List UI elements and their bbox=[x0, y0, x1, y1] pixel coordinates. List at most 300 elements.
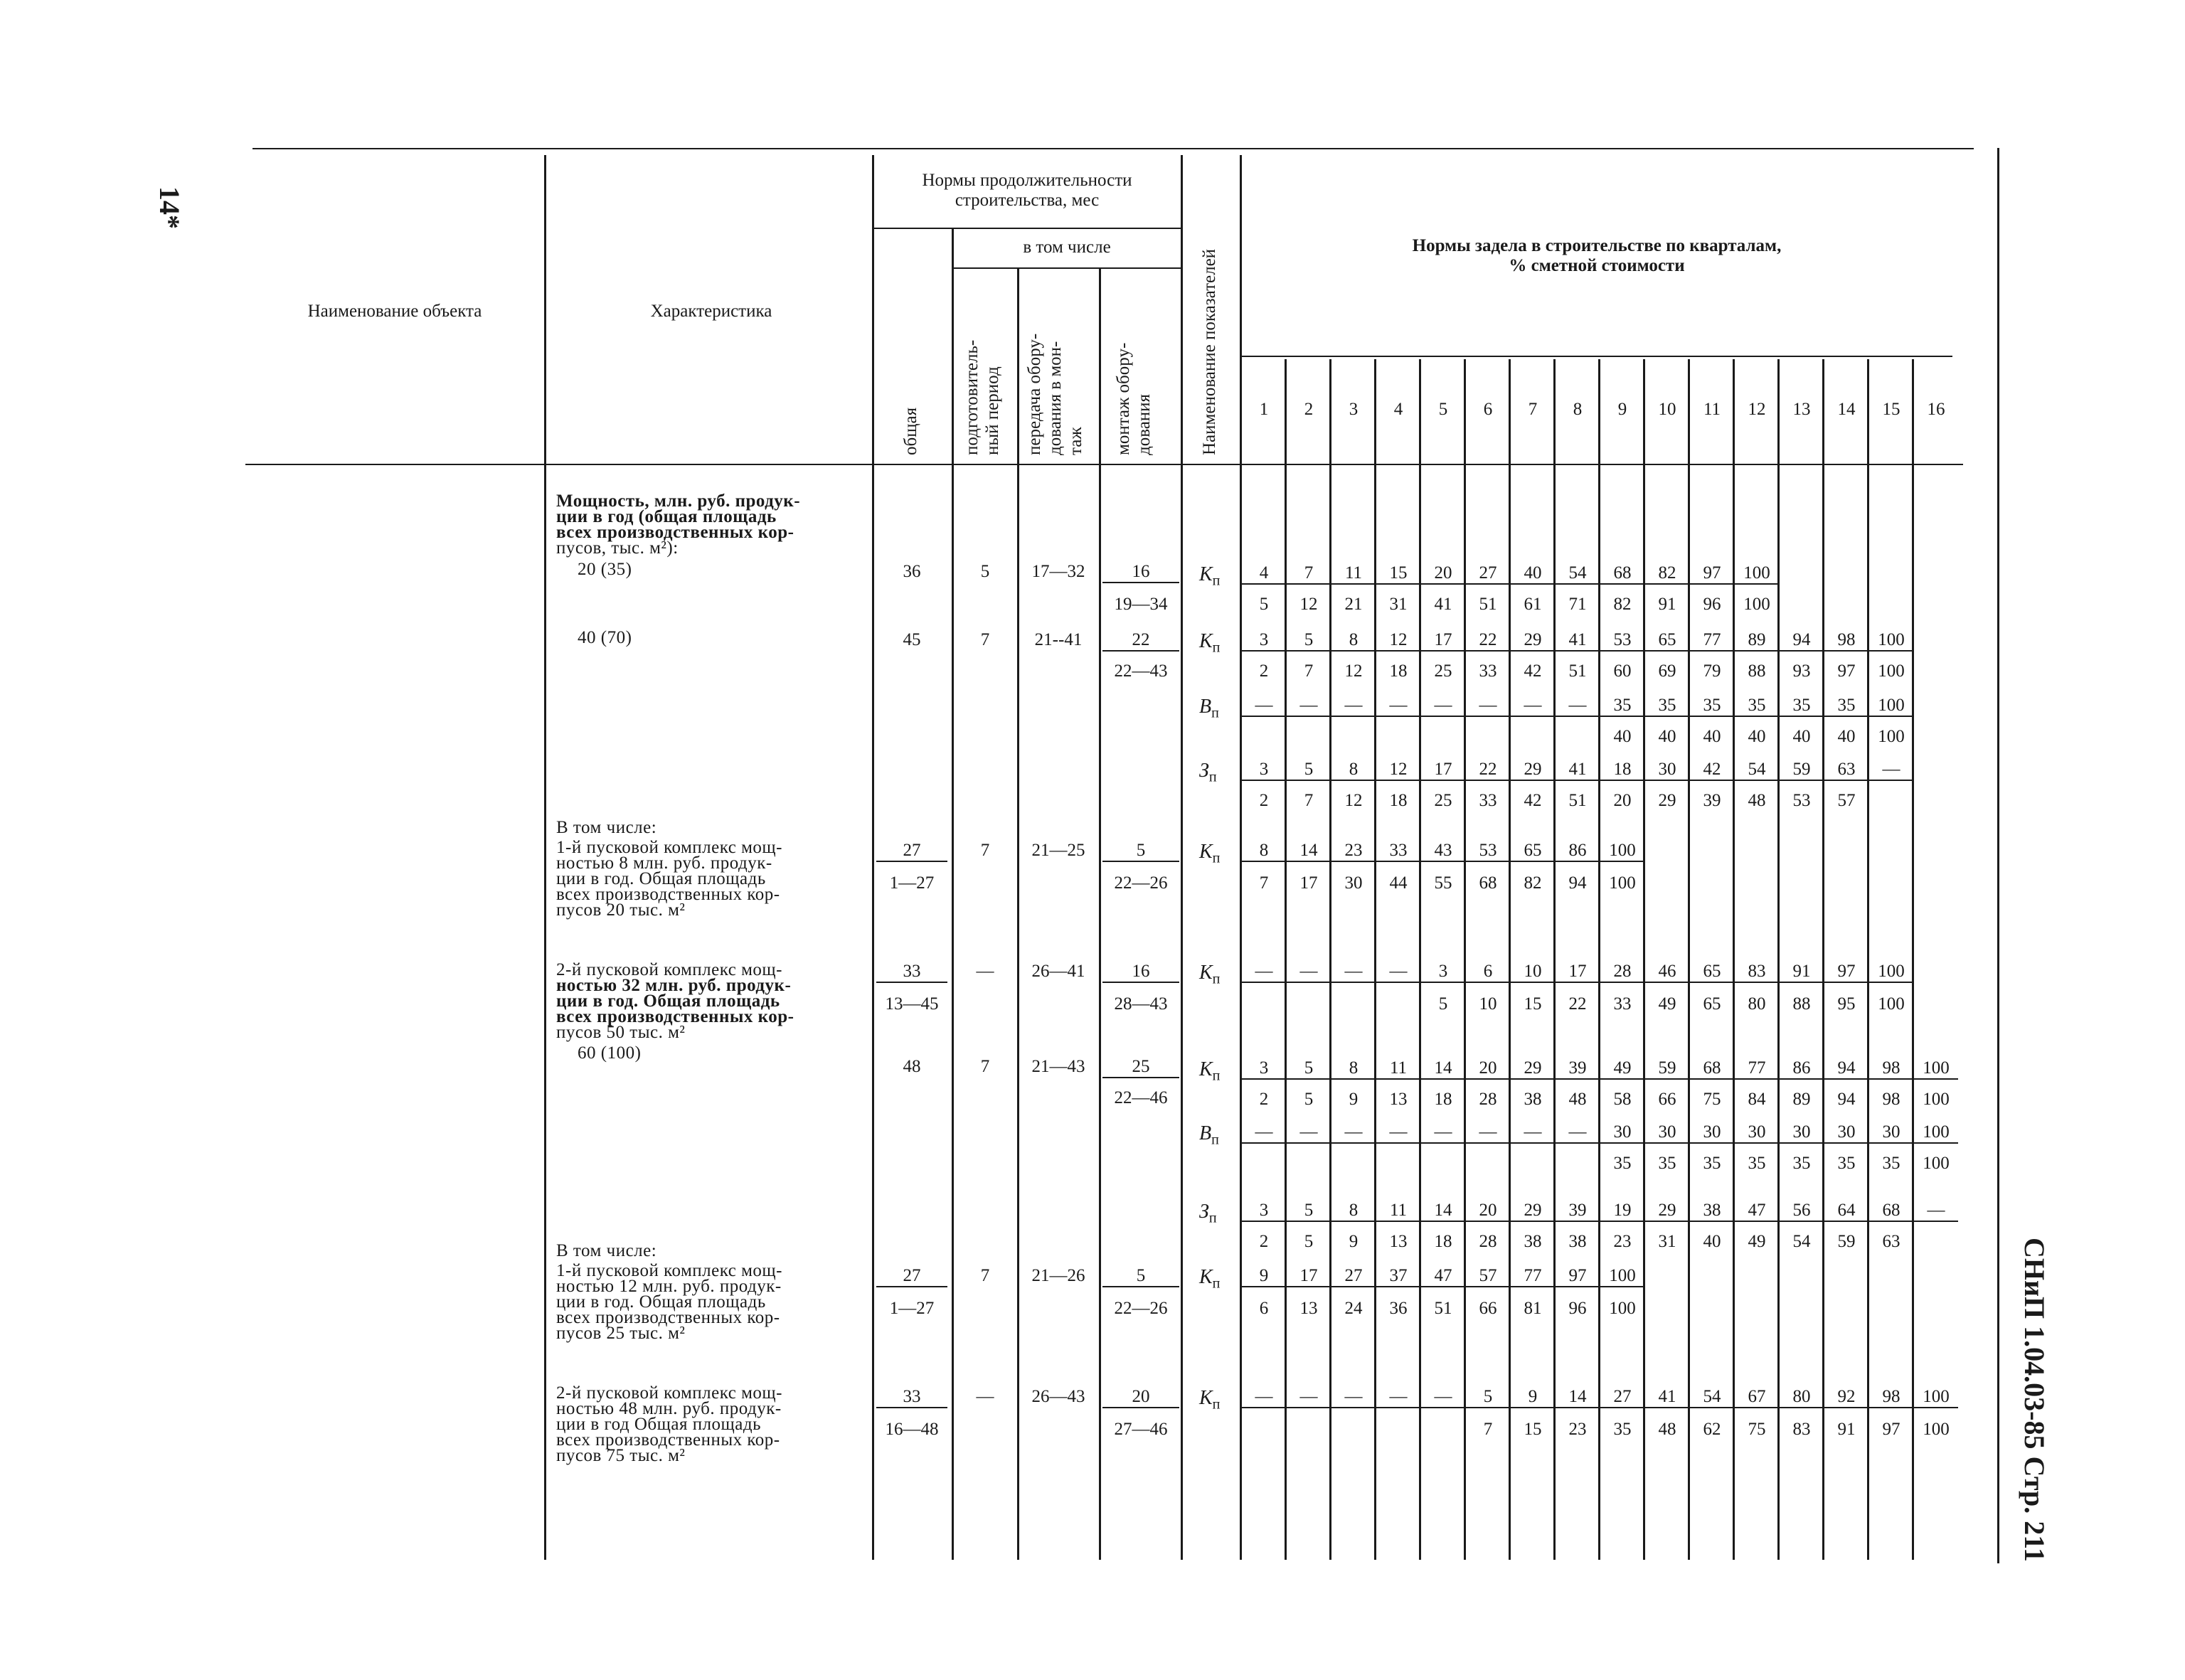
characteristic-line: В том числе: bbox=[556, 1241, 657, 1260]
quarter-cell: 29 bbox=[1511, 760, 1555, 781]
quarter-cell: 40 bbox=[1511, 563, 1555, 585]
duration-value: 48 bbox=[903, 1057, 921, 1076]
quarter-cell: 23 bbox=[1613, 1232, 1632, 1251]
quarter-cell: 98 bbox=[1882, 1090, 1900, 1109]
header-prep-2: ный период bbox=[983, 366, 1002, 455]
duration-value: 16 bbox=[1102, 962, 1179, 983]
quarter-cell: 35 bbox=[1837, 1154, 1856, 1173]
quarter-cell: 10 bbox=[1511, 962, 1555, 983]
quarter-cell: 91 bbox=[1780, 962, 1824, 983]
quarter-cell: 7 bbox=[1259, 873, 1269, 893]
quarter-cell: 9 bbox=[1349, 1090, 1359, 1109]
quarter-cell: 5 bbox=[1287, 630, 1331, 652]
quarter-cell: 100 bbox=[1878, 727, 1905, 746]
quarter-number: 5 bbox=[1438, 400, 1448, 419]
duration-value: 7 bbox=[980, 841, 990, 860]
quarter-cell: 35 bbox=[1658, 1154, 1676, 1173]
quarter-cell: 8 bbox=[1242, 841, 1286, 862]
quarter-number: 7 bbox=[1528, 400, 1538, 419]
quarter-cell: 29 bbox=[1511, 630, 1555, 652]
characteristic-line: всех производственных кор- bbox=[556, 1308, 780, 1327]
characteristic-line: всех производственных кор- bbox=[556, 885, 780, 904]
header-including: в том числе bbox=[1023, 238, 1111, 257]
quarter-cell: — bbox=[1511, 696, 1555, 717]
quarter-cell: 42 bbox=[1524, 791, 1542, 810]
quarter-cell: 65 bbox=[1511, 841, 1555, 862]
duration-value: 16 bbox=[1102, 562, 1179, 583]
header-bottom-rule bbox=[245, 464, 1963, 465]
quarter-cell: 19 bbox=[1600, 1201, 1644, 1222]
characteristic-line: 2-й пусковой комплекс мощ- bbox=[556, 960, 783, 979]
duration-value: 22—26 bbox=[1114, 873, 1168, 893]
quarter-cell: 33 bbox=[1479, 661, 1497, 681]
quarter-cell: 80 bbox=[1748, 994, 1766, 1014]
quarter-cell: 35 bbox=[1690, 696, 1734, 717]
quarter-cell: 18 bbox=[1600, 760, 1644, 781]
quarter-cell: 30 bbox=[1824, 1122, 1868, 1144]
duration-value: 25 bbox=[1102, 1057, 1179, 1078]
side-title: СНиП 1.04.03-85 Стр. 211 bbox=[2019, 1238, 2051, 1563]
quarter-cell: 29 bbox=[1511, 1201, 1555, 1222]
quarter-cell: 68 bbox=[1600, 563, 1644, 585]
quarter-cell: 2 bbox=[1259, 791, 1269, 810]
quarter-number: 13 bbox=[1792, 400, 1811, 419]
quarter-cell: 9 bbox=[1242, 1266, 1286, 1287]
quarter-cell: 83 bbox=[1735, 962, 1779, 983]
quarter-cell: 54 bbox=[1792, 1232, 1811, 1251]
duration-value: 20 bbox=[1102, 1387, 1179, 1408]
quarter-cell: — bbox=[1287, 962, 1331, 983]
quarter-cell: 9 bbox=[1511, 1387, 1555, 1408]
quarter-cell: 100 bbox=[1914, 1058, 1958, 1080]
quarter-cell: 96 bbox=[1568, 1299, 1587, 1318]
quarter-cell: 62 bbox=[1703, 1420, 1721, 1439]
quarter-cell: 100 bbox=[1600, 841, 1644, 862]
quarter-cell: 17 bbox=[1421, 630, 1465, 652]
header-duration-1: Нормы продолжительности bbox=[922, 171, 1132, 190]
quarter-number: 4 bbox=[1393, 400, 1403, 419]
characteristic-line: пусов, тыс. м²): bbox=[556, 538, 679, 558]
quarter-cell: 2 bbox=[1259, 1090, 1269, 1109]
quarter-cell: 12 bbox=[1344, 791, 1363, 810]
characteristic-line: 1-й пусковой комплекс мощ- bbox=[556, 1261, 783, 1280]
quarter-cell: 11 bbox=[1376, 1201, 1420, 1222]
quarter-cell: 8 bbox=[1331, 1058, 1376, 1080]
quarter-cell: 22 bbox=[1466, 760, 1510, 781]
quarter-cell: 40 bbox=[1748, 727, 1766, 746]
quarter-cell: 42 bbox=[1524, 661, 1542, 681]
quarter-number: 15 bbox=[1882, 400, 1900, 419]
quarter-cell: 14 bbox=[1421, 1201, 1465, 1222]
duration-value: 5 bbox=[980, 562, 990, 581]
col-line-transfer bbox=[1017, 267, 1019, 1560]
quarter-number: 8 bbox=[1573, 400, 1583, 419]
characteristic-line: ции в год (общая площадь bbox=[556, 507, 777, 526]
quarter-cell: 14 bbox=[1421, 1058, 1465, 1080]
quarter-cell: 28 bbox=[1600, 962, 1644, 983]
quarter-cell: 2 bbox=[1259, 1232, 1269, 1251]
quarter-number: 16 bbox=[1927, 400, 1945, 419]
quarter-cell: 7 bbox=[1304, 661, 1314, 681]
characteristic-line: пусов 50 тыс. м² bbox=[556, 1023, 686, 1042]
quarter-cell: 100 bbox=[1923, 1420, 1950, 1439]
characteristic-line: всех производственных кор- bbox=[556, 1007, 794, 1026]
quarter-cell: 41 bbox=[1556, 630, 1600, 652]
quarter-cell: — bbox=[1556, 1122, 1600, 1144]
quarter-cell: 25 bbox=[1434, 661, 1452, 681]
col-line-characteristic bbox=[544, 155, 546, 1560]
quarter-cell: 18 bbox=[1434, 1090, 1452, 1109]
duration-value: 13—45 bbox=[885, 994, 939, 1014]
header-top-rule bbox=[252, 148, 1974, 149]
quarter-cell: 27 bbox=[1600, 1387, 1644, 1408]
including-subrule bbox=[953, 267, 1181, 269]
quarter-cell: 51 bbox=[1568, 791, 1587, 810]
quarter-cell: — bbox=[1511, 1122, 1555, 1144]
quarter-cell: 57 bbox=[1466, 1266, 1510, 1287]
characteristic-line: Мощность, млн. руб. продук- bbox=[556, 491, 801, 511]
quarter-cell: 47 bbox=[1735, 1201, 1779, 1222]
quarter-number: 11 bbox=[1703, 400, 1721, 419]
quarter-cell: — bbox=[1376, 1122, 1420, 1144]
quarter-cell: — bbox=[1421, 1387, 1465, 1408]
quarter-cell: 91 bbox=[1837, 1420, 1856, 1439]
indicator-kp: $К_п$ bbox=[1199, 1058, 1221, 1084]
quarter-cell: — bbox=[1331, 696, 1376, 717]
quarter-cell: 48 bbox=[1658, 1420, 1676, 1439]
characteristic-line: всех производственных кор- bbox=[556, 523, 794, 542]
quarter-cell: 89 bbox=[1735, 630, 1779, 652]
quarter-cell: 94 bbox=[1837, 1090, 1856, 1109]
characteristic-line: ностью 8 млн. руб. продук- bbox=[556, 854, 772, 873]
header-indicator: Наименование показателей bbox=[1200, 248, 1219, 455]
indicator-zp: $З_п$ bbox=[1199, 1201, 1217, 1226]
quarter-cell: 2 bbox=[1259, 661, 1269, 681]
quarter-cell: 35 bbox=[1613, 1154, 1632, 1173]
quarter-cell: 5 bbox=[1304, 1232, 1314, 1251]
quarter-cell: 68 bbox=[1479, 873, 1497, 893]
quarter-cell: 97 bbox=[1824, 962, 1868, 983]
quarter-cell: — bbox=[1331, 1122, 1376, 1144]
quarter-cell: 30 bbox=[1735, 1122, 1779, 1144]
col-line-install bbox=[1099, 267, 1101, 1560]
header-install-2: дования bbox=[1134, 393, 1154, 455]
header-prep-1: подготовитель- bbox=[962, 339, 982, 455]
duration-value: 19—34 bbox=[1114, 595, 1168, 614]
quarter-cell: 48 bbox=[1568, 1090, 1587, 1109]
quarter-cell: 30 bbox=[1780, 1122, 1824, 1144]
quarter-cell: 77 bbox=[1511, 1266, 1555, 1287]
duration-value: 7 bbox=[980, 1266, 990, 1285]
duration-value: 33 bbox=[876, 962, 947, 983]
quarter-cell: 94 bbox=[1568, 873, 1587, 893]
duration-value: — bbox=[976, 1387, 994, 1406]
quarter-cell: 46 bbox=[1645, 962, 1689, 983]
duration-value: 21—26 bbox=[1031, 1266, 1085, 1285]
quarter-cell: — bbox=[1287, 1387, 1331, 1408]
quarter-cell: 39 bbox=[1556, 1201, 1600, 1222]
quarter-cell: 20 bbox=[1421, 563, 1465, 585]
quarter-cell: 5 bbox=[1304, 1090, 1314, 1109]
quarter-cell: 82 bbox=[1524, 873, 1542, 893]
quarter-cell: 15 bbox=[1376, 563, 1420, 585]
quarter-cell: 98 bbox=[1824, 630, 1868, 652]
quarter-cell: 35 bbox=[1613, 1420, 1632, 1439]
quarter-cell: 100 bbox=[1878, 994, 1905, 1014]
quarter-cell: 33 bbox=[1613, 994, 1632, 1014]
quarter-cell: 11 bbox=[1331, 563, 1376, 585]
indicator-kp: $К_п$ bbox=[1199, 962, 1221, 987]
quarter-number: 9 bbox=[1617, 400, 1627, 419]
header-characteristic: Характеристика bbox=[650, 302, 772, 321]
quarter-cell: 89 bbox=[1792, 1090, 1811, 1109]
quarter-cell: 82 bbox=[1645, 563, 1689, 585]
quarter-cell: 13 bbox=[1389, 1090, 1408, 1109]
duration-value: 28—43 bbox=[1114, 994, 1168, 1014]
quarter-cell: 86 bbox=[1556, 841, 1600, 862]
characteristic-line: 20 (35) bbox=[578, 560, 632, 579]
quarter-cell: 30 bbox=[1645, 1122, 1689, 1144]
quarter-cell: 54 bbox=[1690, 1387, 1734, 1408]
quarter-cell: 59 bbox=[1645, 1058, 1689, 1080]
quarter-cell: 44 bbox=[1389, 873, 1408, 893]
quarter-cell: 49 bbox=[1658, 994, 1676, 1014]
quarter-cell: — bbox=[1466, 696, 1510, 717]
quarter-cell: 20 bbox=[1466, 1058, 1510, 1080]
quarter-cell: 35 bbox=[1735, 696, 1779, 717]
duration-value: 22—26 bbox=[1114, 1299, 1168, 1318]
duration-subrule bbox=[873, 228, 1181, 229]
quarter-cell: 100 bbox=[1735, 563, 1779, 585]
duration-value: 1—27 bbox=[889, 873, 935, 893]
duration-value: 21—43 bbox=[1031, 1057, 1085, 1076]
quarter-cell: 71 bbox=[1568, 595, 1587, 614]
quarter-cell: 30 bbox=[1645, 760, 1689, 781]
header-transfer-1: передача обору- bbox=[1025, 333, 1044, 455]
duration-value: — bbox=[976, 962, 994, 981]
duration-value: 7 bbox=[980, 630, 990, 649]
quarter-cell: 5 bbox=[1438, 994, 1448, 1014]
quarter-cell: 35 bbox=[1645, 696, 1689, 717]
quarter-cell: — bbox=[1376, 696, 1420, 717]
quarter-cell: 30 bbox=[1344, 873, 1363, 893]
quarter-cell: 83 bbox=[1792, 1420, 1811, 1439]
indicator-kp: $К_п$ bbox=[1199, 1266, 1221, 1292]
header-reserve-2: % сметной стоимости bbox=[1509, 256, 1685, 275]
quarter-cell: 21 bbox=[1344, 595, 1363, 614]
quarter-cell: 3 bbox=[1242, 760, 1286, 781]
quarter-cell: 24 bbox=[1344, 1299, 1363, 1318]
quarter-cell: 31 bbox=[1658, 1232, 1676, 1251]
quarter-cell: 18 bbox=[1389, 661, 1408, 681]
quarter-cell: 48 bbox=[1748, 791, 1766, 810]
quarter-cell: — bbox=[1242, 1122, 1286, 1144]
quarter-cell: 79 bbox=[1703, 661, 1721, 681]
quarter-cell: 4 bbox=[1242, 563, 1286, 585]
quarter-cell: — bbox=[1376, 962, 1420, 983]
reserve-subrule bbox=[1241, 356, 1952, 357]
quarter-cell: — bbox=[1421, 696, 1465, 717]
quarter-cell: 97 bbox=[1556, 1266, 1600, 1287]
quarter-cell: 77 bbox=[1690, 630, 1734, 652]
quarter-cell: 51 bbox=[1479, 595, 1497, 614]
characteristic-line: ции в год. Общая площадь bbox=[556, 869, 766, 888]
characteristic-line: 2-й пусковой комплекс мощ- bbox=[556, 1383, 783, 1403]
duration-value: 27—46 bbox=[1114, 1420, 1168, 1439]
header-install-1: монтаж обору- bbox=[1114, 342, 1133, 455]
quarter-cell: 3 bbox=[1421, 962, 1465, 983]
quarter-cell: 40 bbox=[1703, 727, 1721, 746]
quarter-cell: 31 bbox=[1389, 595, 1408, 614]
quarter-cell: 8 bbox=[1331, 760, 1376, 781]
duration-value: 27 bbox=[876, 841, 947, 862]
quarter-cell: 14 bbox=[1556, 1387, 1600, 1408]
quarter-cell: 59 bbox=[1837, 1232, 1856, 1251]
quarter-cell: 100 bbox=[1923, 1154, 1950, 1173]
quarter-cell: 15 bbox=[1524, 1420, 1542, 1439]
quarter-number: 1 bbox=[1259, 400, 1269, 419]
quarter-cell: 18 bbox=[1389, 791, 1408, 810]
quarter-cell: 54 bbox=[1556, 563, 1600, 585]
quarter-cell: 41 bbox=[1434, 595, 1452, 614]
quarter-cell: 69 bbox=[1658, 661, 1676, 681]
quarter-cell: 10 bbox=[1479, 994, 1497, 1014]
quarter-cell: — bbox=[1331, 962, 1376, 983]
col-line-indicator bbox=[1181, 155, 1183, 1560]
duration-value: 45 bbox=[903, 630, 921, 649]
duration-value: 26—43 bbox=[1031, 1387, 1085, 1406]
duration-value: 22—46 bbox=[1114, 1088, 1168, 1107]
quarter-cell: 80 bbox=[1780, 1387, 1824, 1408]
quarter-cell: 28 bbox=[1479, 1090, 1497, 1109]
duration-value: 21--41 bbox=[1034, 630, 1083, 649]
header-reserve-1: Нормы задела в строительстве по кварталам, bbox=[1412, 236, 1782, 255]
duration-value: 17—32 bbox=[1031, 562, 1085, 581]
quarter-cell: 100 bbox=[1878, 661, 1905, 681]
quarter-cell: 86 bbox=[1780, 1058, 1824, 1080]
quarter-cell: 15 bbox=[1524, 994, 1542, 1014]
characteristic-line: ции в год Общая площадь bbox=[556, 1415, 762, 1434]
quarter-cell: 7 bbox=[1483, 1420, 1493, 1439]
quarter-cell: — bbox=[1376, 1387, 1420, 1408]
quarter-cell: 30 bbox=[1600, 1122, 1644, 1144]
quarter-cell: 35 bbox=[1780, 696, 1824, 717]
quarter-cell: 47 bbox=[1421, 1266, 1465, 1287]
quarter-cell: 66 bbox=[1479, 1299, 1497, 1318]
quarter-cell: 98 bbox=[1869, 1387, 1913, 1408]
quarter-cell: 6 bbox=[1259, 1299, 1269, 1318]
characteristic-line: 40 (70) bbox=[578, 628, 632, 647]
quarter-cell: 43 bbox=[1421, 841, 1465, 862]
quarter-cell: 20 bbox=[1466, 1201, 1510, 1222]
quarter-cell: 93 bbox=[1792, 661, 1811, 681]
quarter-cell: 3 bbox=[1242, 1201, 1286, 1222]
duration-value: 16—48 bbox=[885, 1420, 939, 1439]
quarter-cell: 75 bbox=[1703, 1090, 1721, 1109]
characteristic-line: 60 (100) bbox=[578, 1043, 642, 1063]
quarter-cell: 88 bbox=[1748, 661, 1766, 681]
quarter-cell: 97 bbox=[1882, 1420, 1900, 1439]
quarter-cell: 8 bbox=[1331, 1201, 1376, 1222]
quarter-cell: 35 bbox=[1792, 1154, 1811, 1173]
quarter-cell: 37 bbox=[1376, 1266, 1420, 1287]
quarter-cell: 60 bbox=[1613, 661, 1632, 681]
quarter-cell: — bbox=[1287, 1122, 1331, 1144]
quarter-cell: 42 bbox=[1690, 760, 1734, 781]
duration-value: 1—27 bbox=[889, 1299, 935, 1318]
quarter-cell: 57 bbox=[1837, 791, 1856, 810]
quarter-cell: 38 bbox=[1568, 1232, 1587, 1251]
quarter-cell: 53 bbox=[1466, 841, 1510, 862]
quarter-cell: 58 bbox=[1613, 1090, 1632, 1109]
characteristic-line: ностью 32 млн. руб. продук- bbox=[556, 976, 792, 995]
quarter-number: 2 bbox=[1304, 400, 1314, 419]
quarter-cell: 35 bbox=[1748, 1154, 1766, 1173]
quarter-cell: 7 bbox=[1287, 563, 1331, 585]
quarter-cell: 53 bbox=[1792, 791, 1811, 810]
quarter-cell: 35 bbox=[1600, 696, 1644, 717]
quarter-cell: 88 bbox=[1792, 994, 1811, 1014]
quarter-cell: 5 bbox=[1287, 760, 1331, 781]
quarter-cell: 17 bbox=[1287, 1266, 1331, 1287]
quarter-cell: 91 bbox=[1658, 595, 1676, 614]
quarter-cell: 94 bbox=[1824, 1058, 1868, 1080]
quarter-cell: 40 bbox=[1792, 727, 1811, 746]
quarter-cell: 12 bbox=[1376, 760, 1420, 781]
duration-value: 5 bbox=[1102, 1266, 1179, 1287]
quarter-cell: 5 bbox=[1466, 1387, 1510, 1408]
indicator-vp: $В_п$ bbox=[1199, 1122, 1219, 1148]
header-object: Наименование объекта bbox=[307, 302, 482, 321]
characteristic-line: ции в год. Общая площадь bbox=[556, 991, 780, 1011]
quarter-cell: 29 bbox=[1658, 791, 1676, 810]
quarter-number: 6 bbox=[1483, 400, 1493, 419]
quarter-cell: 51 bbox=[1568, 661, 1587, 681]
col-line-prep bbox=[952, 229, 954, 1560]
quarter-cell: 66 bbox=[1658, 1090, 1676, 1109]
right-edge-line bbox=[1997, 148, 1999, 1563]
indicator-vp: $В_п$ bbox=[1199, 696, 1219, 721]
quarter-cell: 40 bbox=[1837, 727, 1856, 746]
quarter-cell: 20 bbox=[1613, 791, 1632, 810]
quarter-cell: 28 bbox=[1479, 1232, 1497, 1251]
quarter-cell: — bbox=[1331, 1387, 1376, 1408]
duration-value: 5 bbox=[1102, 841, 1179, 862]
quarter-cell: — bbox=[1421, 1122, 1465, 1144]
indicator-kp: $К_п$ bbox=[1199, 1387, 1221, 1413]
quarter-cell: 49 bbox=[1600, 1058, 1644, 1080]
quarter-cell: 8 bbox=[1331, 630, 1376, 652]
quarter-cell: 67 bbox=[1735, 1387, 1779, 1408]
quarter-cell: 13 bbox=[1299, 1299, 1318, 1318]
quarter-cell: 40 bbox=[1658, 727, 1676, 746]
quarter-cell: 33 bbox=[1376, 841, 1420, 862]
header-transfer-3: таж bbox=[1066, 427, 1085, 455]
quarter-cell: 40 bbox=[1703, 1232, 1721, 1251]
quarter-cell: 22 bbox=[1568, 994, 1587, 1014]
quarter-cell: 23 bbox=[1331, 841, 1376, 862]
quarter-cell: 97 bbox=[1837, 661, 1856, 681]
quarter-cell: 38 bbox=[1524, 1090, 1542, 1109]
quarter-cell: 30 bbox=[1869, 1122, 1913, 1144]
quarter-cell: 68 bbox=[1869, 1201, 1913, 1222]
quarter-cell: 7 bbox=[1304, 791, 1314, 810]
duration-value: 27 bbox=[876, 1266, 947, 1287]
corner-mark: 14* bbox=[154, 186, 186, 229]
characteristic-line: ностью 48 млн. руб. продук- bbox=[556, 1399, 782, 1418]
quarter-cell: 35 bbox=[1882, 1154, 1900, 1173]
header-duration-2: строительства, мес bbox=[955, 191, 1100, 210]
